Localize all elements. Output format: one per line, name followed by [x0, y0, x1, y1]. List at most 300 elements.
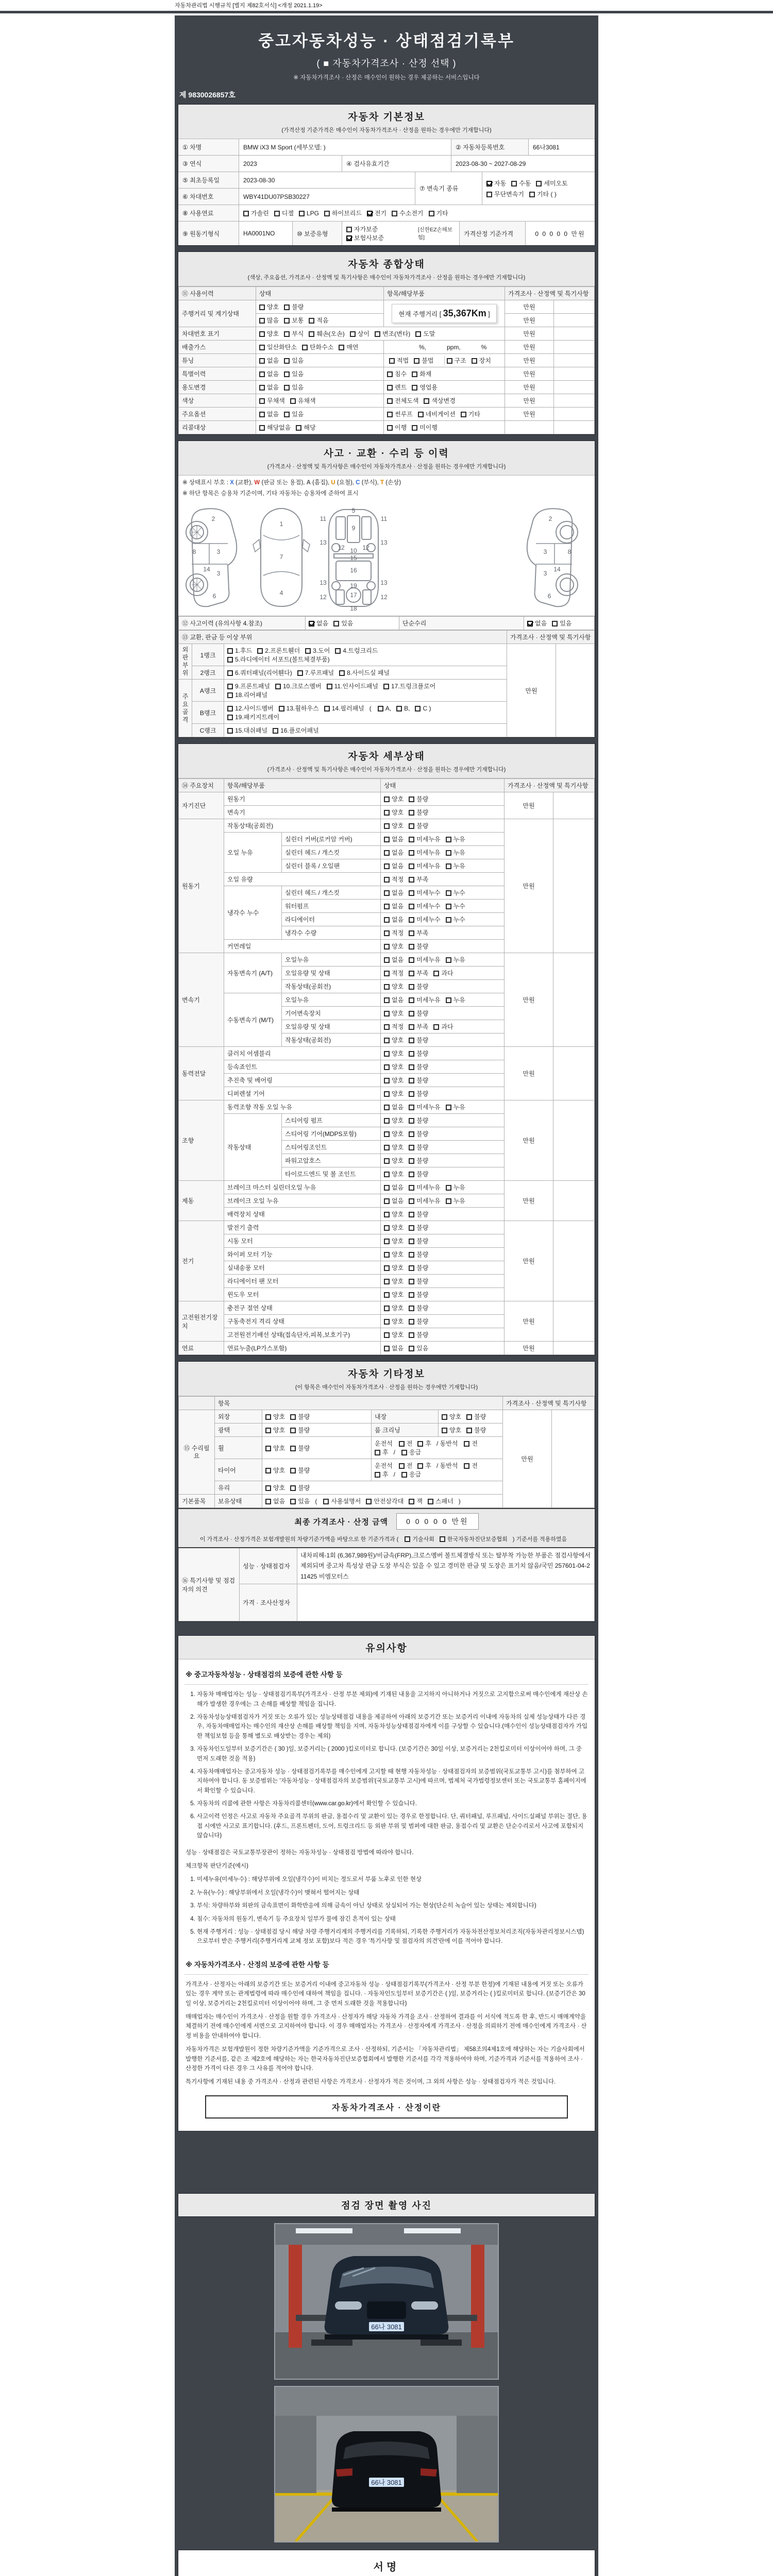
checkbox-icon: [384, 1252, 390, 1258]
section-title: 자동차 종합상태: [348, 259, 425, 270]
rect-[object: [275, 2224, 498, 2245]
option: [284, 302, 304, 311]
span: 응급: [409, 1449, 422, 1456]
option: [375, 329, 410, 338]
checkbox-icon: [324, 706, 330, 711]
item-label: 스티어링 기어(MDPS포함): [282, 1127, 381, 1141]
tbody: [179, 1397, 595, 1508]
option: [384, 982, 404, 991]
text-[object: 18: [350, 605, 357, 612]
svg-[object: [275, 2224, 498, 2379]
option: [409, 969, 428, 977]
inspection-photo-rear: [274, 2386, 499, 2543]
checkbox-icon: [424, 398, 429, 404]
option: [409, 1129, 428, 1138]
span: 양호: [392, 1157, 404, 1164]
checkbox-icon: [446, 1105, 451, 1110]
checkbox-icon: [409, 997, 414, 1003]
state-options: [381, 1100, 505, 1114]
checkbox-icon: [333, 621, 339, 626]
note-cell: [554, 354, 595, 367]
exterior-options: [262, 1410, 372, 1423]
option: [464, 1439, 478, 1448]
option: [339, 343, 358, 351]
option: [409, 942, 428, 951]
tbody: [179, 617, 595, 630]
checkbox-icon: [305, 648, 311, 654]
option: [309, 619, 328, 628]
notice-item: 1. 자동차 매매업자는 성능 · 상태점검기록부(가격조사 · 산정 부분 제외)에 기재된 내용을 고지하지 아니하거나 거짓으로 고지함으로써 매수인에게 재산상 손해가 발생한 경우에는 그 손해를 배상할 책임을 집니다.: [197, 1690, 589, 1709]
span: 7.루프패널: [305, 669, 334, 676]
checkbox-icon: [409, 850, 414, 856]
checkbox-checked-icon: [346, 235, 352, 241]
device-label: 조향: [179, 1100, 224, 1181]
text-[object: 8: [192, 548, 196, 555]
recall-detail: [384, 421, 505, 434]
circle-[object: [560, 578, 574, 591]
checkbox-icon: [259, 358, 265, 364]
option: [284, 369, 304, 378]
option: [366, 1497, 404, 1505]
row-label: 외장: [215, 1410, 262, 1423]
span: 불량: [416, 1144, 429, 1151]
photo-section-title: 점검 장면 촬영 사진: [178, 2193, 595, 2217]
text-[object: 11: [320, 515, 327, 522]
row-label: 휠: [215, 1437, 262, 1459]
rect-[object: [296, 2228, 352, 2233]
overall-condition-table: [178, 286, 595, 434]
checkbox-icon: [384, 1319, 390, 1325]
state-options: [381, 792, 505, 806]
checkbox-icon: [384, 1279, 390, 1284]
option: [466, 1426, 486, 1434]
span: 양호: [392, 822, 404, 829]
span: 불법: [422, 357, 434, 364]
span: ※ 상태표시 부호 :: [182, 480, 230, 486]
checkbox-icon: [284, 412, 290, 417]
option: [259, 396, 285, 405]
div-fc: [482, 172, 595, 205]
checkbox-icon: [401, 1450, 407, 1455]
item-label: 디퍼렌셜 기어: [224, 1087, 381, 1100]
column-header: 항목: [215, 1397, 503, 1410]
checkbox-icon: [409, 810, 414, 816]
item-label: 타이로드엔드 및 볼 조인트: [282, 1167, 381, 1181]
note-cell: [553, 1100, 595, 1181]
checkbox-icon: [464, 1463, 469, 1469]
checkbox-icon: [387, 385, 393, 391]
span: 3.도어: [313, 647, 330, 654]
note-cell: [553, 1047, 595, 1100]
state-options: [381, 1221, 505, 1234]
car-diagram: [178, 500, 595, 616]
checkbox-icon: [446, 957, 451, 963]
span: 불량: [416, 943, 429, 950]
state-options: [381, 1167, 505, 1181]
span: 사용설명서: [331, 1498, 361, 1505]
checkbox-icon: [384, 917, 390, 923]
final-price-row: [178, 1508, 595, 1534]
price-cell: [505, 421, 554, 434]
option: [429, 209, 448, 217]
report-sheet: [175, 15, 598, 2576]
span-x: (: [315, 1498, 317, 1505]
option: [302, 343, 333, 351]
column-header: ⑪ 사용이력: [179, 287, 256, 300]
notice-item: 2. 자동차성능상태점검자가 거짓 또는 오류가 있는 성능상태점검 내용을 제공하여 아래의 보증기간 또는 보증거리 이내에 자동차의 실제 성능상태가 다른 경우, 자동차매매업자는 매수인의 재산상 손해를 배상할 책임을 지며, 자동차성능상태점검자에게 이를 구상할 수 있습니다.(매수인이 성능상태점검자가 가입한 책임보험 등을 통해 별도로 배상받는 경우는 제외): [197, 1713, 589, 1741]
span: 양호: [267, 303, 279, 311]
option: [418, 410, 456, 418]
span: 후: [382, 1449, 389, 1456]
option: [409, 1263, 428, 1272]
state-options: [381, 846, 505, 859]
checkbox-icon: [409, 1319, 414, 1325]
checkbox-icon: [384, 1024, 390, 1030]
span: 많음: [267, 317, 279, 324]
text-[object: 12: [362, 544, 369, 551]
mileage-state-options: [256, 300, 384, 314]
text-[object: 2: [211, 515, 215, 522]
span: 불량: [416, 1211, 429, 1218]
option: [392, 209, 423, 217]
checkbox-icon: [417, 1463, 423, 1469]
notice-subhead-2: 체크항목 판단기준(예시): [186, 1863, 248, 1870]
price-cell: 만원: [505, 314, 554, 327]
column-header: [179, 1397, 215, 1410]
span: 없음: [273, 1498, 285, 1505]
state-options: [381, 1275, 505, 1288]
span: 무단변속기: [494, 190, 524, 198]
opinion-label: ⑯ 특기사항 및 점검자의 의견: [179, 1548, 240, 1621]
option: [384, 1036, 404, 1044]
span: 양호: [392, 1130, 404, 1138]
section-subtitle: (가격조사 · 산정액 및 특기사항은 매수인이 자동차가격조사 · 산정을 원하는 경우에만 기재합니다): [267, 464, 506, 470]
note-cell: [553, 1181, 595, 1221]
state-options: [381, 833, 505, 846]
span: 있음: [292, 370, 304, 378]
checkbox-icon: [265, 1485, 271, 1491]
row-label: 타이어: [215, 1459, 262, 1481]
text-[object: 12: [338, 544, 345, 551]
text-[object: 10: [350, 547, 357, 554]
state-options: [381, 1194, 505, 1208]
option: [284, 356, 304, 365]
option: [384, 1089, 404, 1098]
checkbox-icon: [227, 706, 233, 711]
checkbox-icon: [297, 670, 303, 676]
option: [409, 1089, 428, 1098]
span: 부족: [416, 970, 429, 977]
checkbox-icon: [384, 1306, 390, 1311]
span: 양호: [392, 1251, 404, 1258]
checkbox-icon: [384, 1011, 390, 1016]
checkbox-icon: [409, 823, 414, 829]
checkbox-icon: [259, 345, 265, 350]
tr: [179, 341, 595, 354]
option: [401, 1470, 421, 1479]
notice-item: 4. 침수: 자동차의 원동기, 변속기 등 주요장치 일부가 물에 잠긴 흔적이 있는 상태: [197, 1914, 589, 1924]
option: [384, 1196, 404, 1205]
state-options: [381, 1033, 505, 1047]
span: 없음: [392, 1197, 404, 1205]
checkbox-icon: [387, 412, 393, 417]
checkbox-icon: [384, 823, 390, 829]
checkbox-icon: [227, 670, 233, 676]
notice-paragraph: 성능 · 상태점검은 국토교통부장관이 정하는 자동차성능 · 상태점검 방법에 따라야 합니다.: [186, 1849, 414, 1856]
span-x: /: [393, 1471, 395, 1478]
option: [290, 1483, 310, 1492]
checkbox-icon: [409, 1346, 414, 1351]
path-[object: [336, 2468, 352, 2477]
option: [409, 1022, 428, 1031]
span: 부식: [292, 330, 304, 337]
span: 미세누유: [416, 1197, 441, 1205]
option: [417, 1439, 431, 1448]
span-x: 운전석: [375, 1440, 393, 1447]
option: [284, 383, 304, 392]
state-options: [381, 940, 505, 953]
field-label: ⑥ 차대번호: [178, 189, 239, 205]
item-label: 커먼레일: [224, 940, 381, 953]
note-cell: [554, 314, 595, 327]
option: [511, 179, 531, 188]
option: [409, 1250, 428, 1259]
document-header: [178, 19, 595, 83]
span: 불량: [416, 1291, 429, 1298]
span: 6.쿼터패널(리어휀다): [235, 669, 292, 676]
basic-items-options: [262, 1495, 503, 1508]
text-[object: 17: [350, 591, 357, 599]
span: 양호: [273, 1413, 285, 1420]
option: [284, 316, 304, 325]
checkbox-icon: [350, 331, 356, 337]
tr: [179, 1548, 595, 1584]
span: 없음: [535, 620, 547, 627]
row-label: 주요옵션: [179, 408, 256, 421]
option: [309, 329, 344, 338]
note-cell: [553, 1221, 595, 1301]
checkbox-icon: [309, 318, 314, 324]
option: [405, 1535, 434, 1543]
tr: [179, 1410, 595, 1423]
code-x: X: [230, 480, 234, 486]
span: 불량: [416, 1238, 429, 1245]
option: [409, 848, 440, 857]
span: 전기: [374, 210, 387, 217]
diagram-note: ※ 하단 항목은 승용차 기준이며, 기타 자동차는 승용차에 준하여 표시: [182, 490, 359, 497]
checkbox-icon: [384, 1091, 390, 1097]
svg-[object: [275, 2387, 498, 2541]
state-options: [381, 1248, 505, 1261]
price-cell: 만원: [505, 367, 554, 381]
notice-subhead-3: ※ 자동차가격조사 · 산정의 보증에 관한 사항 등: [184, 1954, 589, 1975]
checkbox-icon: [442, 1414, 447, 1420]
span: 불량: [416, 1318, 429, 1325]
text-[object: 11: [380, 515, 388, 522]
option: [384, 848, 404, 857]
span: 없음: [392, 956, 404, 963]
tbody: [179, 792, 595, 1355]
checkbox-icon: [384, 971, 390, 976]
text-[object: 9: [351, 524, 356, 532]
option: [339, 668, 390, 677]
checkbox-icon: [466, 1428, 472, 1433]
text-[object: 3: [216, 548, 221, 555]
span: 잭: [416, 1498, 423, 1505]
checkbox-icon: [446, 1185, 451, 1191]
span: 불량: [298, 1484, 310, 1492]
checkbox-icon: [440, 1536, 445, 1542]
odometer-state-options: [256, 314, 384, 327]
option: [227, 668, 292, 677]
checkbox-icon: [384, 1038, 390, 1043]
option-text: [513, 1535, 568, 1543]
span: 10.크로스멤버: [282, 683, 322, 690]
option: [384, 928, 404, 937]
tr: [179, 779, 595, 792]
notice-item: 1. 미세누유(미세누수) : 해당부위에 오일(냉각수)이 비치는 정도로서 부품 노후로 인한 현상: [197, 1875, 589, 1884]
checkbox-icon: [415, 331, 421, 337]
option: [446, 888, 465, 897]
item-label: 등속죠인트: [224, 1060, 381, 1074]
tuning-detail-options: [384, 354, 505, 367]
option: [409, 1049, 428, 1058]
option-text: [375, 1439, 394, 1448]
checkbox-icon: [384, 1185, 390, 1191]
checkbox-icon: [417, 1441, 423, 1447]
form-reference: 자동차관리법 시행규칙 [별지 제82호서식] <개정 2021.1.19>: [175, 3, 323, 9]
state-options: [381, 1060, 505, 1074]
item-label: 시동 모터: [224, 1234, 381, 1248]
tuning-options: [256, 354, 384, 367]
option: [409, 1116, 428, 1125]
checkbox-icon: [227, 657, 233, 663]
span: 적정: [392, 876, 404, 883]
group-label-repair-needed: ⑮ 수리필요: [179, 1410, 215, 1495]
option: [257, 646, 300, 655]
option: [290, 1412, 310, 1421]
option: [446, 995, 465, 1004]
checkbox-icon: [429, 211, 434, 216]
span: 양호: [392, 1304, 404, 1312]
code-w: W: [254, 480, 260, 486]
checkbox-icon: [409, 1265, 414, 1271]
span: 불량: [416, 1304, 429, 1312]
option: [384, 1344, 404, 1352]
option: [384, 1170, 404, 1178]
span: 일산화탄소: [267, 344, 297, 351]
checkbox-icon: [384, 904, 390, 909]
span: 불량: [416, 1251, 429, 1258]
inspection-photo-front: [274, 2223, 499, 2380]
span: 보험사보증: [354, 234, 384, 242]
checkbox-icon: [290, 1468, 296, 1473]
span: 미세누수: [416, 889, 441, 896]
detail-row: [179, 1100, 595, 1114]
option: [552, 619, 572, 628]
wheel-position-options: [372, 1437, 503, 1459]
span: 양호: [392, 1171, 404, 1178]
checkbox-checked-icon: [486, 181, 492, 187]
exchange-parts-table: [178, 630, 595, 737]
state-options: [381, 1114, 505, 1127]
checkbox-icon: [409, 984, 414, 990]
span: 누유: [453, 956, 465, 963]
span: 장치: [479, 357, 491, 364]
row-label: 내장: [372, 1410, 439, 1423]
option: [384, 1116, 404, 1125]
span: 양호: [267, 330, 279, 337]
option: [265, 1497, 285, 1505]
rect-[object: [362, 517, 371, 539]
span: 미세누수: [416, 903, 441, 910]
section-title: 자동차 세부상태: [348, 751, 425, 762]
span: 양호: [392, 1238, 404, 1245]
checkbox-icon: [442, 1428, 447, 1433]
current-mileage: [384, 300, 505, 327]
checkbox-icon: [375, 1450, 380, 1455]
device-label: 고전원전기장치: [179, 1301, 224, 1342]
span-x: ): [458, 1498, 461, 1505]
checkbox-icon: [384, 944, 390, 950]
span: [346, 225, 418, 242]
item-label: 라디에이터 팬 모터: [224, 1275, 381, 1288]
path-[object: [263, 535, 299, 540]
notice-item: 5. 현재 주행거리 : 성능 · 상태점검 당시 해당 차량 주행거리계의 주행거리를 기록하되, 기록한 주행거리가 자동차전산정보처리조직(자동차관리정보시스템)으로부터 받은 주행거리(주행거리계 교체 정보 포함)보다 적은 경우 '특기사항 및 점검자의 의견'란에 이를 적어야 합니다.: [197, 1927, 589, 1946]
column-header: 가격조사 · 산정액 및 특기사항: [503, 1397, 595, 1410]
row-label: 특별이력: [179, 367, 256, 381]
checkbox-icon: [392, 211, 397, 216]
span: 침수: [395, 370, 407, 378]
span: 불량: [416, 1264, 429, 1272]
first-reg-value: 2023-08-30: [243, 176, 275, 184]
span: 1.후드: [235, 647, 253, 654]
state-options: [381, 1328, 505, 1342]
option: [399, 1461, 413, 1470]
option: [446, 1196, 465, 1205]
option: [297, 668, 334, 677]
option: [384, 821, 404, 830]
span: 14.필러패널: [331, 705, 364, 712]
emission-options: [256, 341, 384, 354]
item-label: 윈도우 모터: [224, 1288, 381, 1301]
checkbox-icon: [409, 904, 414, 909]
checkbox-icon: [384, 1064, 390, 1070]
span: 17.트렁크플로어: [391, 683, 436, 690]
rect-[object: [335, 2301, 362, 2310]
vin-state-options: [256, 327, 505, 341]
option: [409, 835, 440, 843]
item-label: 라디에이터: [282, 913, 381, 926]
tr: [179, 644, 595, 666]
span: 누유: [453, 849, 465, 856]
detail-row: [179, 1181, 595, 1194]
tr: [179, 394, 595, 408]
span: 없음: [392, 916, 404, 923]
option: [384, 995, 404, 1004]
checkbox-icon: [302, 345, 308, 350]
tr: [179, 300, 595, 314]
span: 매연: [346, 344, 359, 351]
span: (교환),: [236, 480, 253, 486]
span: 없음: [392, 996, 404, 1004]
final-price-note: [178, 1534, 595, 1547]
option: [227, 713, 279, 721]
span: 양호: [392, 809, 404, 816]
option: [387, 383, 407, 392]
tr: [179, 381, 595, 394]
span: 안전삼각대: [374, 1498, 404, 1505]
